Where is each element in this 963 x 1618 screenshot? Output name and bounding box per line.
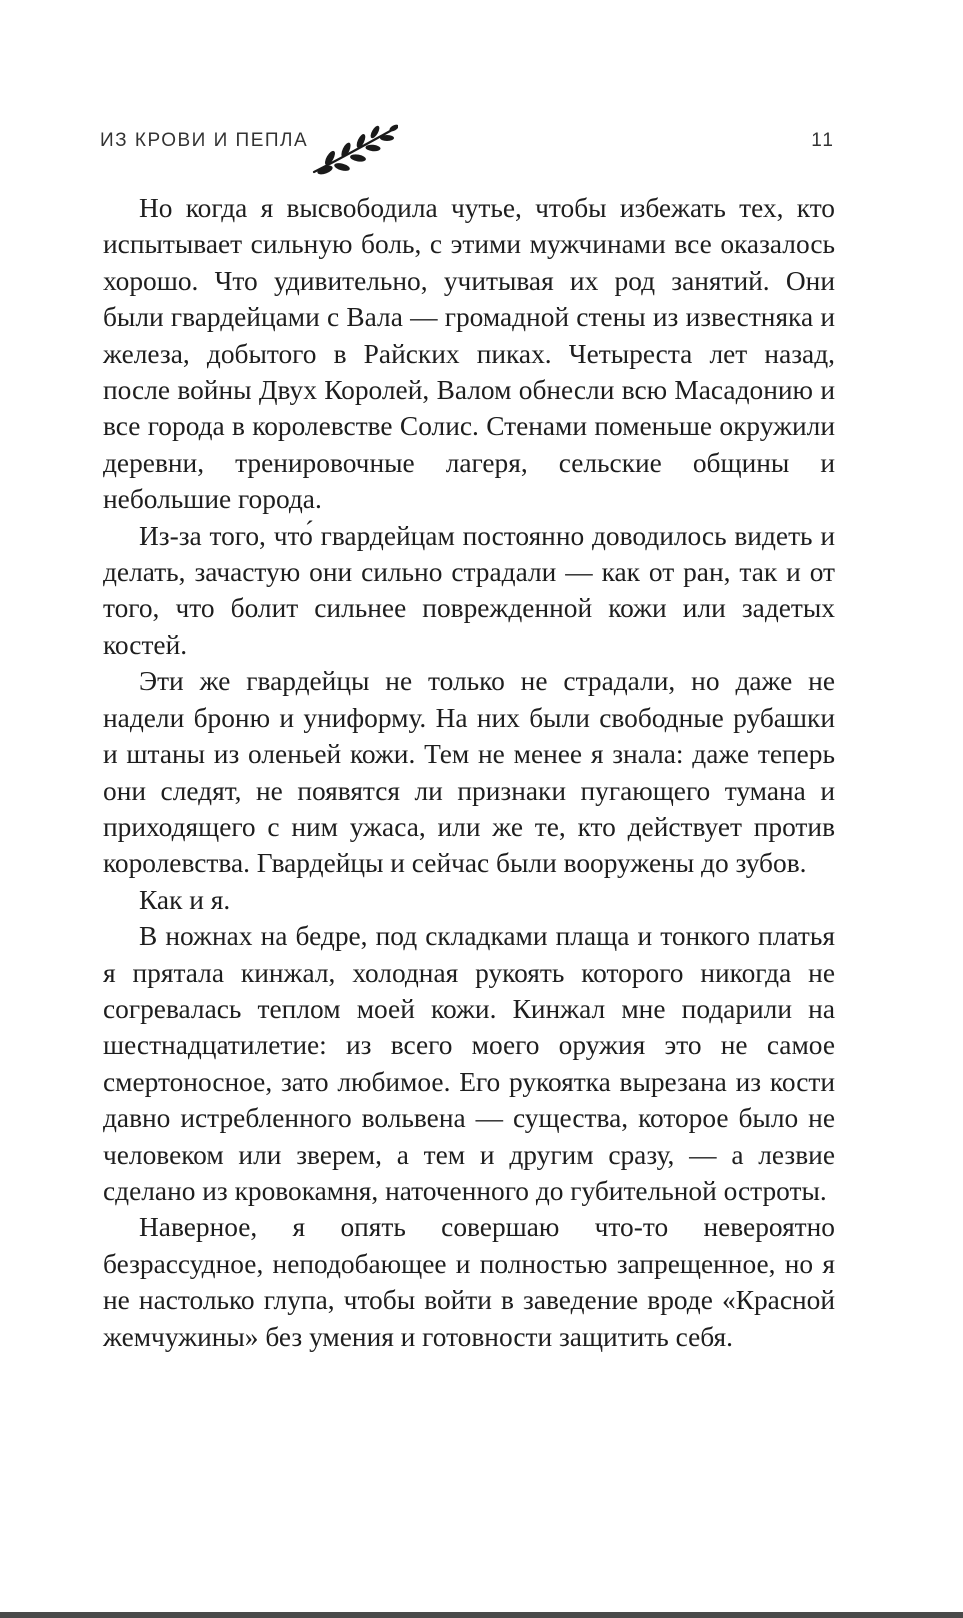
paragraph: Эти же гвардейцы не только не страдали, но даже не надели броню и униформу. На них были свободные рубашки и штаны из оленьей кожи. Тем не менее я знала: даже теперь они следят, не появятся ли признаки пугающего тумана и приходящего с ним ужаса, или же те, кто действует против королевства. Гвардейцы и сейчас были вооружены до зубов. xyxy=(103,666,835,879)
paragraph: В ножнах на бедре, под складками плаща и тонкого платья я прятала кинжал, холодная рукоять которого никогда не согревалась теплом моей кожи. Кинжал мне подарили на шестнадцатилетие: из всего моего оружия это не самое смертоносное, зато любимое. Его рукоятка вырезана из кости давно истребленного вольвена — существа, которое было не человеком или зверем, а тем и другим сразу, — а лезвие сделано из кровокамня, наточенного до губительной остроты. xyxy=(103,921,835,1206)
paragraph: Наверное, я опять совершаю что-то невероятно безрассудное, неподобающее и полностью запрещенное, но я не настолько глупа, чтобы войти в заведение вроде «Красной жемчужины» без умения и готовности защитить себя. xyxy=(103,1212,835,1352)
running-head xyxy=(100,120,835,180)
paragraph: Как и я. xyxy=(139,884,231,915)
paragraph: Из-за того, что́ гвардейцам постоянно доводилось видеть и делать, зачастую они сильно страдали — как от ран, так и от того, что болит сильнее поврежденной кожи или задетых костей. xyxy=(103,520,835,660)
paragraph: Но когда я высвободила чутье, чтобы избежать тех, кто испытывает сильную боль, с этими мужчинами все оказалось хорошо. Что удивительно, учитывая их род занятий. Они были гвардейцами с Вала — громадной стены из известняка и железа, добытого в Райских пиках. Четыреста лет назад, после войны Двух Королей, Валом обнесли всю Масадонию и все города в королевстве Солис. Стенами поменьше окружили деревни, тренировочные лагеря, сельские общины и небольшие города. xyxy=(103,193,835,515)
page-number: 11 xyxy=(811,130,835,151)
running-title: ИЗ КРОВИ И ПЕПЛА xyxy=(100,130,309,151)
body-text xyxy=(103,190,835,1355)
bottom-edge-bar xyxy=(0,1612,963,1618)
laurel-branch-icon xyxy=(308,120,398,180)
